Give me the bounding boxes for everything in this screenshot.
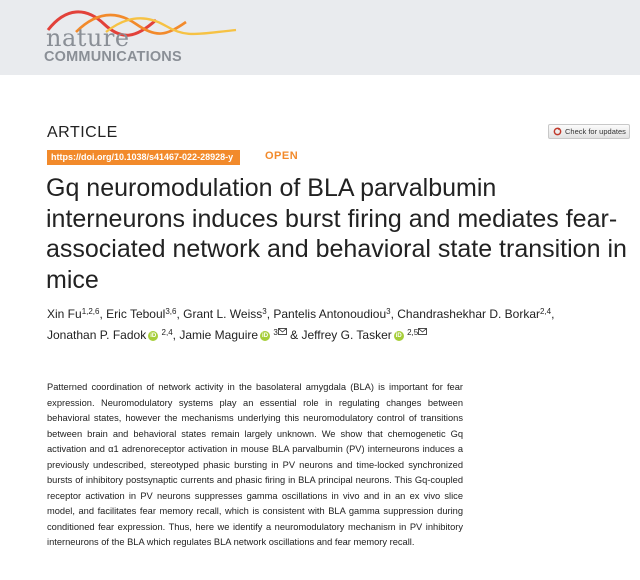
logo-communications-text: COMMUNICATIONS xyxy=(44,49,182,65)
author-name[interactable]: Jonathan P. Fadok xyxy=(47,328,147,342)
author-name[interactable]: Chandrashekhar D. Borkar xyxy=(397,307,540,321)
author-affiliation: 2,4 xyxy=(540,307,552,316)
author-name[interactable]: Pantelis Antonoudiou xyxy=(273,307,387,321)
journal-header-band xyxy=(0,0,640,75)
journal-logo[interactable] xyxy=(36,2,246,72)
orcid-icon[interactable]: iD xyxy=(395,332,402,339)
check-for-updates-label: Check for updates xyxy=(565,127,626,136)
check-for-updates-button[interactable] xyxy=(548,124,630,139)
orcid-icon[interactable]: iD xyxy=(150,332,157,339)
author-affiliation: 3,6 xyxy=(165,307,177,316)
author-affiliation: 2,5 xyxy=(407,328,419,337)
author-name[interactable]: Eric Teboul xyxy=(106,307,166,321)
doi-link[interactable]: https://doi.org/10.1038/s41467-022-28928-y xyxy=(47,150,240,165)
author-affiliation: 3 xyxy=(386,307,391,316)
author-name[interactable]: Xin Fu xyxy=(47,307,82,321)
article-title: Gq neuromodulation of BLA parvalbumin interneurons induces burst firing and mediates fear-associated network and behavioral state transition in mice xyxy=(46,174,627,294)
open-access-label: OPEN xyxy=(265,150,299,162)
author-name[interactable]: Jamie Maguire xyxy=(179,328,259,342)
author-affiliation: 1,2,6 xyxy=(81,307,100,316)
email-icon[interactable] xyxy=(278,328,287,335)
refresh-icon xyxy=(553,127,562,136)
author-list: Xin Fu$^{1,2,6}$, Eric Teboul$^{3,6}$, Grant L. Weiss$^3$, Pantelis Antonoudiou$^3$, Chandrashekhar D. Borkar$^{2,4}$, Jonathan P. Fadok iD $^{2,4}$, Jamie Maguire iD $^3$ & Jeffrey G. Tasker iD $^{2,5}$ xyxy=(47,307,555,342)
author-affiliation: 3 xyxy=(262,307,267,316)
author-affiliation: 2,4 xyxy=(161,328,173,337)
author-name[interactable]: Jeffrey G. Tasker xyxy=(301,328,392,342)
logo-nature-text: nature xyxy=(46,24,130,52)
email-icon[interactable] xyxy=(418,328,427,335)
abstract-text: Patterned coordination of network activity in the basolateral amygdala (BLA) is important for fear expression. Neuromodulatory systems play an essential role in regulating changes between behavioral states, however the mechanisms underlying this neuromodulatory control of transitions between brain and behavioral states remain largely unknown. We show that chemogenetic Gq activation and α1 adrenoreceptor activation in mouse BLA parvalbumin (PV) interneurons induces a previously undescribed, stereotyped phasic bursting in PV neurons and time-locked synchronized bursts of inhibitory postsynaptic currents and phasic firing in BLA principal neurons. This Gq-coupled receptor activation in PV neurons suppresses gamma oscillations in vivo and in an ex vivo slice model, and facilitates fear memory recall, which is consistent with BLA gamma suppression during conditioned fear expression. Thus, here we identify a neuromodulatory mechanism in PV inhibitory interneurons of the BLA which regulates BLA network oscillations and fear memory recall. xyxy=(47,382,463,547)
author-affiliation: 3 xyxy=(273,328,278,337)
author-name[interactable]: Grant L. Weiss xyxy=(183,307,263,321)
article-type-label: ARTICLE xyxy=(47,124,118,141)
orcid-icon[interactable]: iD xyxy=(262,332,269,339)
